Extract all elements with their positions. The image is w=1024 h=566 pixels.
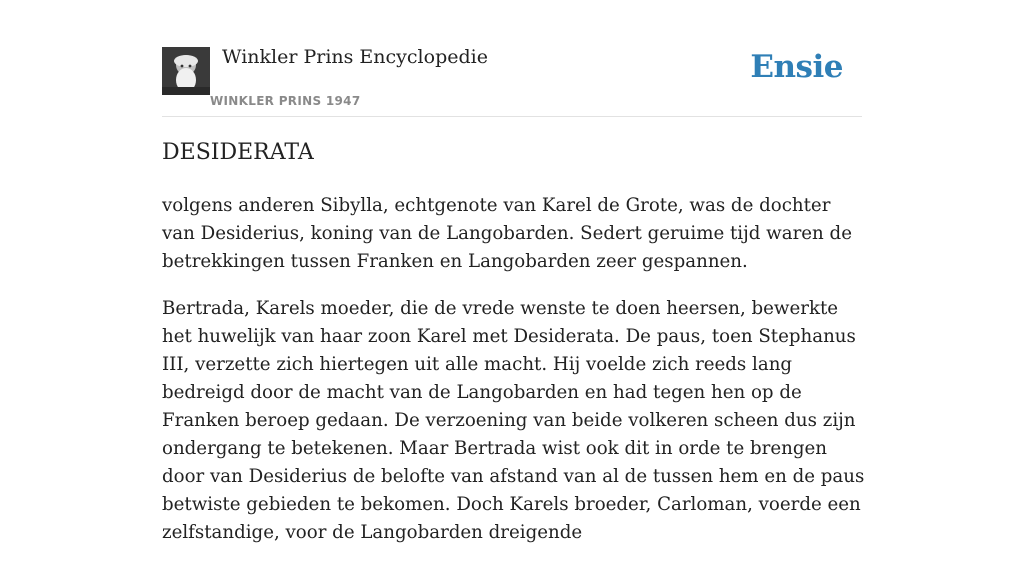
article-body: [162, 192, 866, 566]
brand-logo[interactable]: Ensie: [750, 49, 843, 85]
source-subtitle[interactable]: WINKLER PRINS 1947: [210, 94, 361, 108]
portrait-avatar-icon[interactable]: [162, 47, 210, 95]
article-paragraph: Bertrada, Karels moeder, die de vrede wenste te doen heersen, bewerkte het huwelijk van haar zoon Karel met Desiderata. De paus, toen Stephanus III, verzette zich hiertegen uit alle macht. Hij voelde zich reeds lang bedreigd door de macht van de Langobarden en had tegen hen op de Franken beroep gedaan. De verzoening van beide volkeren scheen dus zijn ondergang te betekenen. Maar Bertrada wist ook dit in orde te brengen door van Desiderius de belofte van afstand van al de tussen hem en de paus betwiste gebieden te bekomen. Doch Karels broeder, Carloman, voerde een zelfstandige, voor de Langobarden dreigende: [162, 298, 865, 543]
article-paragraph: volgens anderen Sibylla, echtgenote van Karel de Grote, was de dochter van Desiderius, koning van de Langobarden. Sedert geruime tijd waren de betrekkingen tussen Franken en Langobarden zeer gespannen.: [162, 195, 852, 272]
source-title[interactable]: Winkler Prins Encyclopedie: [222, 46, 488, 68]
source-header: [162, 40, 862, 117]
article-title: DESIDERATA: [162, 140, 314, 165]
